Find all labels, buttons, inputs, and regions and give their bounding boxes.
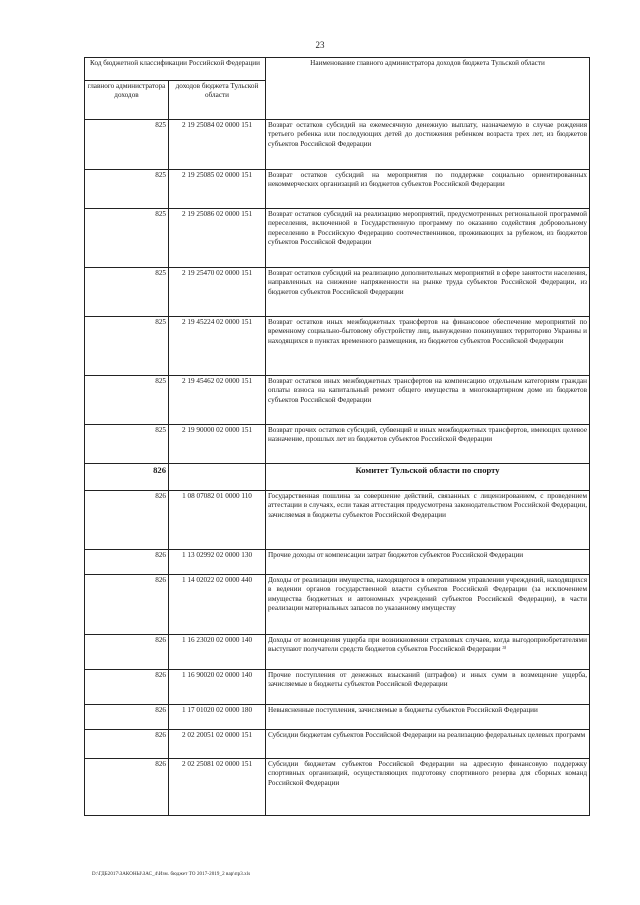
revenue-code-cell: 1 14 02022 02 0000 440 [169, 575, 266, 635]
revenue-name-cell: Доходы от реализации имущества, находящегося в оперативном управлении учреждений, находящихся в ведении органов государственной власти субъектов Российской Федерации (за исключением имущества бюджетных и автономных учреждений субъектов Российской Федерации), в части реализации материальных запасов по указанному имуществу [266, 575, 590, 635]
admin-code-cell: 826 [85, 464, 169, 491]
admin-code-cell: 825 [85, 425, 169, 464]
revenue-code-cell: 1 17 01020 02 0000 180 [169, 705, 266, 730]
admin-code-cell: 825 [85, 209, 169, 268]
table-row [85, 209, 590, 268]
revenue-name-cell: Возврат остатков субсидий на реализацию дополнительных мероприятий в сфере занятости населения, направленных на снижение напряженности на рынке труда субъектов Российской Федерации, из бюджетов субъектов Российской Федерации [266, 268, 590, 317]
admin-code-cell: 826 [85, 550, 169, 575]
admin-code-cell: 825 [85, 268, 169, 317]
revenue-code-cell: 1 08 07082 01 0000 110 [169, 491, 266, 550]
revenue-name-cell: Субсидии бюджетам субъектов Российской Федерации на реализацию федеральных целевых программ [266, 730, 590, 759]
table-row [85, 550, 590, 575]
table-row [85, 491, 590, 550]
revenue-code-cell: 2 19 90000 02 0000 151 [169, 425, 266, 464]
name-column-header: Наименование главного администратора доходов бюджета Тульской области [266, 58, 590, 120]
revenue-name-cell: Доходы от возмещения ущерба при возникновении страховых случаев, когда выгодоприобретателями выступают получатели средств бюджетов субъектов Российской Федерации ³⁾ [266, 635, 590, 670]
table-row [85, 705, 590, 730]
revenue-admin-table [84, 57, 590, 816]
revenue-code-cell: 2 19 25470 02 0000 151 [169, 268, 266, 317]
revenue-name-cell: Прочие доходы от компенсации затрат бюджетов субъектов Российской Федерации [266, 550, 590, 575]
revenue-name-cell: Возврат остатков субсидий на ежемесячную денежную выплату, назначаемую в случае рождения третьего ребенка или последующих детей до достижения ребенком возраста трех лет, из бюджетов субъектов Российской Федерации [266, 120, 590, 170]
table-row [85, 425, 590, 464]
table-row [85, 635, 590, 670]
revenue-name-cell: Государственная пошлина за совершение действий, связанных с лицензированием, с проведением аттестации в случаях, если такая аттестация предусмотрена законодательством Российской Федерации, зачисляемая в бюджеты субъектов Российской Федерации [266, 491, 590, 550]
revenue-code-cell: 2 19 45462 02 0000 151 [169, 376, 266, 425]
revenue-name-cell: Возврат остатков иных межбюджетных трансфертов на компенсацию отдельным категориям граждан оплаты взноса на капитальный ремонт общего имущества в многоквартирном доме из бюджетов субъектов Российской Федерации [266, 376, 590, 425]
table-row [85, 170, 590, 209]
revenue-code-cell: 2 19 25086 02 0000 151 [169, 209, 266, 268]
admin-code-cell: 826 [85, 705, 169, 730]
file-path-footer: D:\ГДБ2017\ЗАКОНЫ\ЗАС_4\Изм. бюджет ТО 2017-2019_2 вар\пр3.xls [92, 872, 251, 877]
revenue-code-cell: 2 19 25085 02 0000 151 [169, 170, 266, 209]
admin-code-cell: 825 [85, 317, 169, 376]
admin-code-cell: 826 [85, 730, 169, 759]
section-title: Комитет Тульской области по спорту [266, 464, 590, 491]
admin-code-cell: 826 [85, 759, 169, 816]
revenue-code-cell: 2 02 20051 02 0000 151 [169, 730, 266, 759]
revenue-name-cell: Возврат остатков субсидий на реализацию мероприятий, предусмотренных региональной программой переселения, включенной в Государственную программу по оказанию содействия добровольному переселению в Российскую Федерацию соотечественников, проживающих за рубежом, из бюджетов субъектов Российской Федерации [266, 209, 590, 268]
revenue-name-cell: Прочие поступления от денежных взысканий (штрафов) и иных сумм в возмещение ущерба, зачисляемые в бюджеты субъектов Российской Федерации [266, 670, 590, 705]
revenue-column-header: доходов бюджета Тульской области [169, 81, 266, 120]
revenue-code-cell: 1 16 90020 02 0000 140 [169, 670, 266, 705]
revenue-code-cell: 1 16 23020 02 0000 140 [169, 635, 266, 670]
table-row [85, 376, 590, 425]
revenue-code-cell: 2 19 45224 02 0000 151 [169, 317, 266, 376]
admin-code-cell: 825 [85, 376, 169, 425]
revenue-name-cell: Невыясненные поступления, зачисляемые в бюджеты субъектов Российской Федерации [266, 705, 590, 730]
section-row [85, 464, 590, 491]
table-row [85, 268, 590, 317]
revenue-name-cell: Субсидии бюджетам субъектов Российской Федерации на адресную финансовую поддержку спортивных организаций, осуществляющих подготовку спортивного резерва для сборных команд Российской Федерации [266, 759, 590, 816]
code-group-header: Код бюджетной классификации Российской Федерации [85, 58, 266, 81]
revenue-name-cell: Возврат остатков субсидий на мероприятия по поддержке социально ориентированных некоммерческих организаций из бюджетов субъектов Российской Федерации [266, 170, 590, 209]
admin-code-cell: 825 [85, 120, 169, 170]
table-row [85, 317, 590, 376]
revenue-code-cell: 2 02 25081 02 0000 151 [169, 759, 266, 816]
admin-column-header: главного администратора доходов [85, 81, 169, 120]
revenue-code-cell [169, 464, 266, 491]
page-number: 23 [315, 40, 325, 50]
table-row [85, 759, 590, 816]
admin-code-cell: 825 [85, 170, 169, 209]
header-row-1 [85, 58, 590, 81]
admin-code-cell: 826 [85, 491, 169, 550]
revenue-name-cell: Возврат прочих остатков субсидий, субвенций и иных межбюджетных трансфертов, имеющих целевое назначение, прошлых лет из бюджетов субъектов Российской Федерации [266, 425, 590, 464]
table-row [85, 575, 590, 635]
admin-code-cell: 826 [85, 635, 169, 670]
table-row [85, 730, 590, 759]
table-row [85, 120, 590, 170]
revenue-code-cell: 1 13 02992 02 0000 130 [169, 550, 266, 575]
admin-code-cell: 826 [85, 575, 169, 635]
revenue-name-cell: Возврат остатков иных межбюджетных трансфертов на финансовое обеспечение мероприятий по временному социально-бытовому обустройству лиц, вынужденно покинувших территорию Украины и находящихся в пунктах временного размещения, из бюджетов субъектов Российской Федерации [266, 317, 590, 376]
table-row [85, 670, 590, 705]
admin-code-cell: 826 [85, 670, 169, 705]
revenue-code-cell: 2 19 25084 02 0000 151 [169, 120, 266, 170]
